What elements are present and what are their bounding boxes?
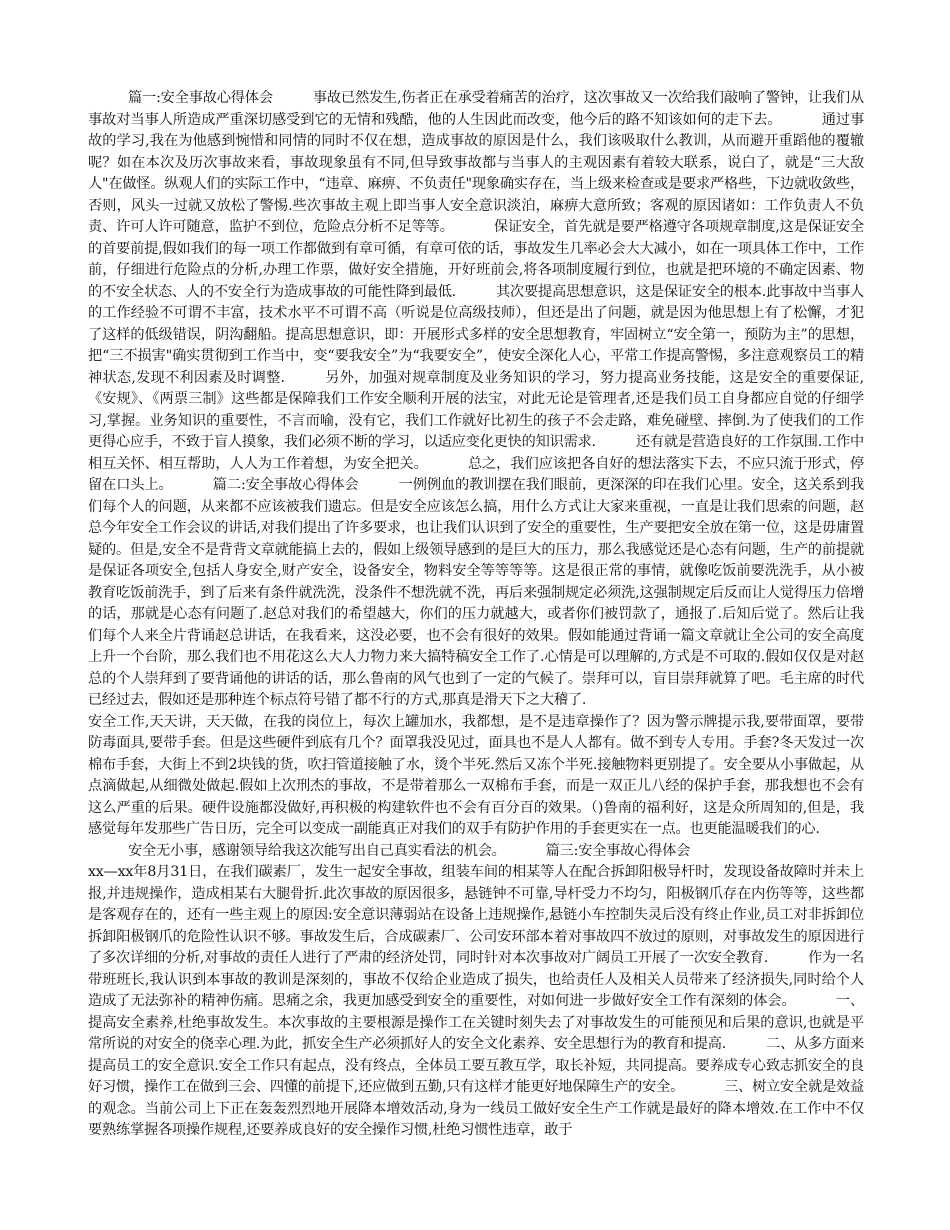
section-title-3: 篇三:安全事故心得体会 [545,842,691,859]
section-title-1: 篇一:安全事故心得体会 [128,90,273,106]
paragraph: 总之，我们应该把各自好的想法落实下去，不应只流于形式，停留在口头上。 [88,455,865,493]
paragraph: 二、从多方面来提高员工的安全意识.安全工作只有起点，没有终点，全体员工要互教互学，取长补短，共同提高。要养成专心致志抓安全的良好习惯，操作工在做到三会、四懂的前提下,还应做到五勤,只有这样才能更好地保障生产的安全。 [88,1036,864,1095]
paragraph: 其次要提高思想意识，这是保证安全的根本.此事故中当事人的工作经验不可谓不丰富，技术水平不可谓不高（听说是位高级技师），但还是出了问题，就是因为他思想上有了松懈，才犯了这样的低级错误，阴沟翻船。提高思想意识，即：开展形式多样的安全思想教育，牢固树立“安全第一，预防为主”的思想，把“三不损害"确实贯彻到工作当中，变“要我安全”为“我要安全”，使安全深化人心，平常工作提高警惕，多注意观察员工的精神状态,发现不利因素及时调整. [88,283,864,386]
paragraph: 通过事故的学习,我在为他感到惋惜和同情的同时不仅在想，造成事故的原因是什么，我们该吸取什么教训，从而避开重蹈他的覆辙呢？如在本次及历次事故来看，事故现象虽有不同,但导致事故都与当事人的主观因素有着较大联系，说白了，就是“三大敌人"在做怪。纵观人们的实际工作中，“违章、麻痹、不负责任"现象确实存在，当上级来检查或是要求严格些，下边就收敛些，否则，风头一过就又放松了警惕.些次事故主观上即当事人安全意识淡泊，麻痹大意所致；客观的原因诸如：工作负责人不负责、许可人许可随意，监护不到位，危险点分析不足等等。 [88,111,864,235]
paragraph: 安全无小事，感谢领导给我这次能写出自己真实看法的机会。 [128,842,506,859]
paragraph: 一、提高安全素养,杜绝事故发生。本次事故的主要根源是操作工在关键时刻失去了对事故发生的可能预见和后果的意识,也就是平常所说的对安全的侥幸心理.为此，抓安全生产必须抓好人的安全文化素养、安全思想行为的教育和提高. [88,993,864,1052]
paragraph: 一例例血的教训摆在我们眼前，更深深的印在我们心里。安全，这关系到我们每个人的问题，从来都不应该被我们遗忘。但是安全应该怎么搞，用什么方式让大家来重视，一直是让我们思索的问题，赵总今年安全工作会议的讲话,对我们提出了许多要求，也让我们认识到了安全的重要性，生产要把安全放在第一位，这是毋庸置疑的。但是,安全不是背背文章就能搞上去的，假如上级领导感到的是巨大的压力，那么我感觉还是心态有问题，生产的前提就是保证各项安全,包括人身安全,财产安全，设备安全，物料安全等等等等。这是很正常的事情，就像吃饭前要洗洗手，从小被教育吃饭前洗手，到了后来有条件就洗洗，没条件不想洗就不洗，再后来强制规定必须洗,这强制规定后反而让人觉得压力倍增的话，那就是心态有问题了.赵总对我们的希望越大，你们的压力就越大，或者你们被罚款了，通报了.后知后觉了。然后让我们每个人来全片背诵赵总讲话，在我看来，这没必要，也不会有很好的效果。假如能通过背诵一篇文章就让全公司的安全高度上升一个台阶，那么我们也不用花这么大人力物力来大搞特稿安全工作了.心情是可以理解的,方式是不可取的.假如仅仅是对赵总的个人崇拜到了要背诵他的讲话的话，那么鲁南的风气也到了一定的气候了。崇拜可以，盲目崇拜就算了吧。毛主席的时代已经过去，假如还是那种连个标点符号错了都不行的方式,那真是滑天下之大稽了. [88,477,864,708]
paragraph: 保证安全，首先就是要严格遵守各项规章制度,这是保证安全的首要前提,假如我们的每一项工作都做到有章可循，有章可依的话，事故发生几率必会大大减小，如在一项具体工作中，工作前，仔细进行危险点的分析,办理工作票，做好安全措施，开好班前会,将各项制度履行到位，也就是把环境的不确定因素、物的不安全状态、人的不安全行为造成事故的可能性降到最低. [88,219,864,300]
section-title-2: 篇二:安全事故心得体会 [212,477,359,493]
paragraph: 事故已然发生,伤者正在承受着痛苦的治疗，这次事故又一次给我们敲响了警钟，让我们从事故对当事人所造成严重深切感受到它的无情和残酷，他的人生因此而改变，他今后的路不知该如何的走下去。 [88,90,864,128]
paragraph: 三、树立安全就是效益的观念。当前公司上下正在轰轰烈烈地开展降本增效活动,身为一线员工做好安全生产工作就是最好的降本增效.在工作中不仅要熟练掌握各项操作规程,还要养成良好的安全操作习惯,杜绝习惯性违章，敢于 [88,1079,864,1138]
paragraph: xx—xx年8月31日，在我们碳素厂，发生一起安全事故，组装车间的相某等人在配合拆卸阳极导杆时，发现设备故障时并未上报,并违规操作，造成相某右大腿骨折.此次事故的原因很多，悬链钟不可靠,导杆受力不均匀，阳极钢爪存在内伤等等，这些都是客观存在的，还有一些主观上的原因:安全意识薄弱站在设备上违规操作,悬链小车控制失灵后没有终止作业,员工对非拆卸位拆卸阳极钢爪的危险性认识不够。事故发生后，合成碳素厂、公司安环部本着对事故四不放过的原则，对事故发生的原因进行了多次详细的分析,对事故的责任人进行了严肃的经济处罚，同时针对本次事故对广阔员工开展了一次安全教育. [88,864,864,966]
paragraph: 另外，加强对规章制度及业务知识的学习，努力提高业务技能，这是安全的重要保证,《安规》、《两票三制》这些都是保障我们工作安全顺利开展的法宝，对此无论是管理者,还是我们员工自身都应自觉的仔细学习,掌握。业务知识的重要性，不言而喻，没有它，我们工作就好比初生的孩子不会走路，难免碰壁、摔倒.为了使我们的工作更得心应手，不致于盲人摸象，我们必须不断的学习，以适应变化更快的知识需求. [88,369,864,450]
paragraph: 还有就是营造良好的工作氛围.工作中相互关怀、相互帮助，人人为工作着想，为安全把关。 [88,434,864,472]
document-body [88,88,864,1142]
paragraph: 作为一名带班班长,我认识到本事故的教训是深刻的，事故不仅给企业造成了损失，也给责任人及相关人员带来了经济损失,同时给个人造成了无法弥补的精神伤痛。思痛之余，我更加感受到安全的重要性，对如何进一步做好安全工作有深刻的体会。 [88,950,864,1009]
paragraph: 安全工作,天天讲，天天做，在我的岗位上，每次上罐加水，我都想，是不是违章操作了？因为警示牌提示我,要带面罩，要带防毒面具,要带手套。但是这些硬件到底有几个？面罩我没见过，面具也不是人人都有。做不到专人专用。手套?冬天发过一次棉布手套，大街上不到2块钱的货，吹扫管道接触了水，烫个半死.然后又冻个半死.接触物料更别提了。安全要从小事做起，从点滴做起,从细微处做起.假如上次刑杰的事故，不是带着那么一双棉布手套，而是一双正儿八经的保护手套，那我想也不会有这么严重的后果。硬件设施都没做好,再积极的构建软件也不会有百分百的效果。（)鲁南的福利好，这是众所周知的,但是，我感觉每年发那些广告日历，完全可以变成一副能真正对我们的双手有防护作用的手套更实在一点。也更能温暖我们的心. [88,713,864,837]
